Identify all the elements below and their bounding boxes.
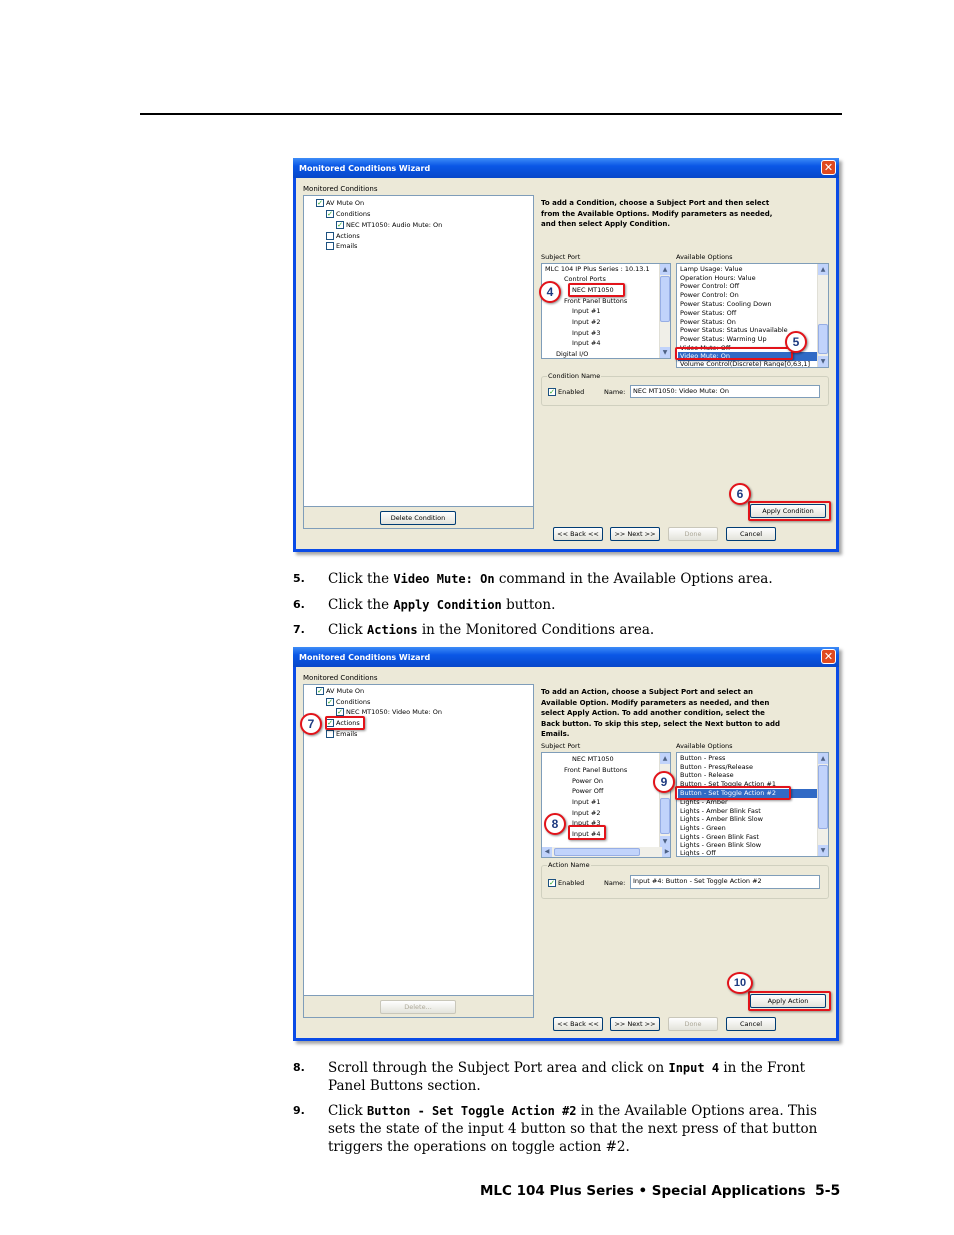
vertical-scrollbar[interactable]: [659, 264, 670, 358]
list-item[interactable]: Button - Press: [680, 754, 726, 762]
checkbox-checked-icon[interactable]: ✓: [317, 687, 323, 695]
title-bar: [293, 647, 839, 667]
subject-port-label: Subject Port: [541, 253, 581, 261]
subject-port-label: Subject Port: [541, 742, 581, 750]
list-item[interactable]: Power Status: Warming Up: [680, 335, 767, 343]
list-item[interactable]: Lights - Off: [680, 849, 716, 857]
list-item[interactable]: Lights - Green: [680, 824, 726, 832]
list-item[interactable]: Input #2: [572, 809, 601, 817]
list-item[interactable]: Power On: [572, 777, 603, 785]
available-options-label: Available Options: [676, 742, 733, 750]
instruction-text: To add an Action, choose a Subject Port and select an Available Option. Modify parameters as needed, and then select Apply Action. To add another condition, select the Back button. To skip this step, select the Next button to add Emails.: [541, 688, 781, 738]
subject-port-list[interactable]: [541, 263, 671, 359]
highlight-box: [325, 716, 365, 730]
list-item[interactable]: Input #1: [572, 307, 601, 315]
scroll-thumb[interactable]: [554, 848, 640, 856]
name-field[interactable]: NEC MT1050: Video Mute: On: [630, 385, 820, 398]
checkbox-checked-icon[interactable]: ✓: [327, 719, 333, 727]
highlight-box: [748, 991, 831, 1011]
chevron-right-icon[interactable]: ▶: [662, 847, 671, 857]
subject-port-list[interactable]: [541, 752, 671, 858]
monitored-conditions-tree: [303, 684, 534, 996]
monitored-conditions-label: Monitored Conditions: [303, 674, 378, 682]
close-icon[interactable]: ✕: [821, 160, 836, 175]
checkbox-unchecked-icon[interactable]: [326, 242, 334, 250]
available-options-label: Available Options: [676, 253, 733, 261]
list-item[interactable]: Button - Set Toggle Action #1: [680, 780, 776, 788]
action-name-label: Action Name: [548, 861, 590, 869]
list-item[interactable]: Lights - Green Blink Slow: [680, 841, 762, 849]
list-item[interactable]: Input #3: [572, 819, 601, 827]
list-item[interactable]: Input #2: [572, 318, 601, 326]
tree-item-conditions[interactable]: ✓ Conditions: [327, 210, 371, 218]
tree-button-bar: [303, 996, 534, 1018]
list-item[interactable]: Front Panel Buttons: [564, 297, 628, 305]
list-item[interactable]: Button - Release: [680, 771, 734, 779]
name-label: Name:: [604, 388, 626, 396]
step-callout-8: 8: [544, 813, 566, 835]
list-item[interactable]: Input #1: [572, 798, 601, 806]
list-item[interactable]: Input #4: [572, 830, 601, 838]
cancel-button[interactable]: Cancel: [726, 1017, 776, 1031]
command-text: Button - Set Toggle Action #2: [367, 1104, 577, 1118]
list-item[interactable]: Power Off: [572, 787, 604, 795]
back-button[interactable]: << Back <<: [553, 527, 603, 541]
cancel-button[interactable]: Cancel: [726, 527, 776, 541]
tree-item-emails[interactable]: Emails: [326, 241, 357, 251]
vertical-scrollbar[interactable]: [817, 753, 828, 856]
delete-condition-button[interactable]: Delete Condition: [380, 511, 456, 525]
chevron-left-icon[interactable]: ◀: [542, 847, 552, 857]
list-item-selected[interactable]: Button - Set Toggle Action #2: [678, 789, 818, 798]
list-item[interactable]: Power Control: Off: [680, 282, 740, 290]
step-callout-9: 9: [653, 771, 675, 793]
checkbox-checked-icon[interactable]: ✓: [549, 388, 555, 396]
list-item[interactable]: Control Ports: [564, 275, 606, 283]
condition-name-label: Condition Name: [548, 372, 601, 380]
vertical-scrollbar[interactable]: [659, 753, 670, 847]
highlight-box: [748, 501, 831, 521]
list-item[interactable]: Input #3: [572, 329, 601, 337]
tree-item-condition-entry[interactable]: ✓ NEC MT1050: Video Mute: On: [337, 708, 442, 716]
header-rule: [140, 113, 842, 115]
step-callout-4: 4: [539, 281, 561, 303]
list-item[interactable]: NEC MT1050: [572, 755, 614, 763]
checkbox-checked-icon[interactable]: ✓: [317, 199, 323, 207]
chevron-down-icon[interactable]: ▼: [660, 836, 670, 847]
list-item[interactable]: MLC 104 IP Plus Series : 10.13.1: [545, 265, 650, 273]
scroll-thumb[interactable]: [660, 798, 670, 834]
list-item[interactable]: Video Mute: Off: [680, 344, 731, 352]
command-text: Video Mute: On: [393, 572, 495, 586]
checkbox-checked-icon[interactable]: ✓: [327, 698, 333, 706]
list-item[interactable]: Operation Hours: Value: [680, 274, 756, 282]
name-label: Name:: [604, 879, 626, 887]
apply-action-button[interactable]: Apply Action: [750, 994, 826, 1008]
next-button[interactable]: >> Next >>: [610, 527, 660, 541]
checkbox-checked-icon[interactable]: ✓: [549, 879, 555, 887]
close-icon[interactable]: ✕: [821, 649, 836, 664]
checkbox-checked-icon[interactable]: ✓: [337, 221, 343, 229]
tree-item-actions[interactable]: ✓ Actions: [327, 719, 360, 727]
chevron-up-icon[interactable]: ▲: [660, 264, 670, 275]
list-item[interactable]: Volume Control(Discrete) Range[0,63,1]: [680, 360, 811, 368]
done-button[interactable]: Done: [668, 1017, 718, 1031]
enabled-checkbox[interactable]: ✓ Enabled: [549, 388, 585, 396]
list-item[interactable]: Input #4: [572, 339, 601, 347]
checkbox-checked-icon[interactable]: ✓: [327, 210, 333, 218]
window-title: Monitored Conditions Wizard: [299, 653, 431, 662]
scroll-thumb[interactable]: [660, 276, 670, 322]
list-item[interactable]: Button - Press/Release: [680, 763, 753, 771]
chevron-up-icon[interactable]: ▲: [660, 753, 670, 764]
tree-item-av-mute-on[interactable]: ✓ AV Mute On: [317, 687, 365, 695]
vertical-scrollbar[interactable]: [817, 264, 828, 367]
step-callout-10: 10: [727, 972, 753, 994]
list-item[interactable]: Front Panel Buttons: [564, 766, 628, 774]
chevron-up-icon[interactable]: ▲: [818, 264, 828, 275]
step-callout-6: 6: [729, 483, 751, 505]
list-item[interactable]: Power Control: On: [680, 291, 739, 299]
list-item[interactable]: Power Status: Off: [680, 309, 737, 317]
checkbox-unchecked-icon[interactable]: [326, 730, 334, 738]
back-button[interactable]: << Back <<: [553, 1017, 603, 1031]
condition-name-group: [541, 372, 829, 406]
list-item-selected[interactable]: Video Mute: On: [678, 352, 818, 361]
list-item[interactable]: Lamp Usage: Value: [680, 265, 743, 273]
monitored-conditions-wizard-window: [293, 647, 839, 1041]
list-item[interactable]: Power Status: On: [680, 318, 736, 326]
command-text: Input 4: [668, 1061, 720, 1075]
checkbox-unchecked-icon[interactable]: [326, 232, 334, 240]
page-footer: MLC 104 Plus Series • Special Applications: [480, 1183, 806, 1199]
list-item[interactable]: Lights - Amber: [680, 798, 728, 806]
delete-button[interactable]: Delete...: [380, 1000, 456, 1014]
tree-item-av-mute-on[interactable]: ✓ AV Mute On: [317, 199, 365, 207]
list-item[interactable]: Lights - Amber Blink Slow: [680, 815, 763, 823]
instruction-text: To add a Condition, choose a Subject Port and then select from the Available Options. Modify parameters as needed, and then select Apply Condition.: [541, 199, 773, 228]
enabled-checkbox[interactable]: ✓ Enabled: [549, 879, 585, 887]
chevron-down-icon[interactable]: ▼: [818, 356, 828, 367]
monitored-conditions-label: Monitored Conditions: [303, 185, 378, 193]
list-item[interactable]: Lights - Amber Blink Fast: [680, 807, 761, 815]
apply-condition-button[interactable]: Apply Condition: [750, 504, 826, 518]
monitored-conditions-wizard-window: [293, 158, 839, 552]
chevron-down-icon[interactable]: ▼: [660, 347, 670, 358]
list-item[interactable]: Power Status: Cooling Down: [680, 300, 772, 308]
page-number: 5-5: [815, 1183, 841, 1199]
next-button[interactable]: >> Next >>: [610, 1017, 660, 1031]
name-field[interactable]: Input #4: Button - Set Toggle Action #2: [630, 875, 820, 889]
tree-item-actions[interactable]: Actions: [326, 231, 360, 241]
horizontal-scrollbar[interactable]: [542, 847, 671, 857]
command-text: Apply Condition: [393, 598, 502, 612]
list-item[interactable]: Power Status: Status Unavailable: [680, 326, 788, 334]
step-callout-5: 5: [785, 331, 807, 353]
highlight-box: [568, 825, 606, 840]
step-callout-7: 7: [300, 713, 322, 735]
chevron-down-icon[interactable]: ▼: [818, 845, 828, 856]
tree-item-emails[interactable]: Emails: [326, 729, 357, 739]
title-bar: [293, 158, 839, 178]
scroll-thumb[interactable]: [818, 324, 828, 354]
monitored-conditions-tree: [303, 195, 534, 507]
action-name-group: [541, 861, 829, 899]
tree-button-bar: [303, 507, 534, 529]
chevron-up-icon[interactable]: ▲: [818, 753, 828, 764]
scroll-thumb[interactable]: [818, 765, 828, 829]
highlight-box: [675, 786, 791, 800]
list-item[interactable]: NEC MT1050: [572, 286, 614, 294]
available-options-list[interactable]: [676, 752, 829, 857]
list-item[interactable]: Digital I/O: [556, 350, 589, 358]
list-item[interactable]: Lights - Green Blink Fast: [680, 833, 759, 841]
checkbox-checked-icon[interactable]: ✓: [337, 708, 343, 716]
done-button[interactable]: Done: [668, 527, 718, 541]
window-title: Monitored Conditions Wizard: [299, 164, 431, 173]
tree-item-conditions[interactable]: ✓ Conditions: [327, 698, 371, 706]
tree-item-condition-entry[interactable]: ✓ NEC MT1050: Audio Mute: On: [337, 221, 443, 229]
highlight-box: [568, 283, 625, 297]
command-text: Actions: [367, 623, 418, 637]
highlight-box: [675, 347, 793, 360]
